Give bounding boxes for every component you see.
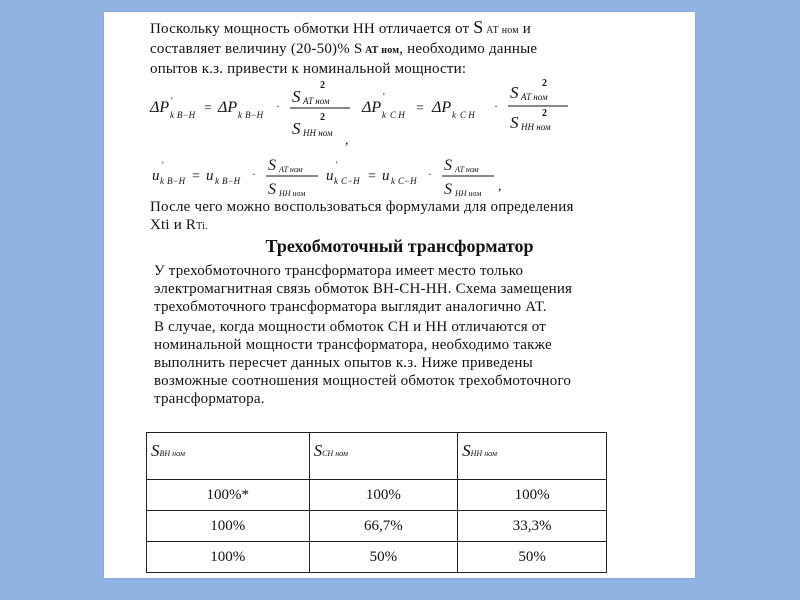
- header-s-sn-symbol: S: [313, 441, 323, 460]
- f1-dp-left: ΔP: [150, 99, 170, 116]
- f2-prime: ': [383, 92, 385, 103]
- s-subscript: АТ ном: [483, 25, 519, 36]
- f3-at-nom: AT ном: [279, 165, 303, 174]
- f4-eq: =: [368, 169, 376, 184]
- f2-s-bottom: S: [510, 113, 519, 132]
- p4-line-5: трансформатора.: [154, 391, 265, 407]
- three-winding-paragraph: [154, 262, 674, 316]
- f3-dot: ·: [252, 167, 256, 181]
- f1-k-right: k: [238, 110, 242, 120]
- table-row: [147, 542, 607, 573]
- header-s-nn-symbol: S: [462, 441, 471, 460]
- f2-dp-left: ΔP: [362, 99, 382, 116]
- f4-s-bottom: S: [444, 181, 452, 196]
- formula-block: [140, 76, 610, 196]
- f1-sq-bottom: 2: [320, 112, 325, 123]
- table-row: [147, 511, 607, 542]
- f3-k-right: k: [215, 176, 219, 186]
- section-heading: Трехобмоточный трансформатор: [265, 236, 534, 256]
- s-symbol-2: S: [353, 41, 363, 57]
- f3-hh-nom: HH ном: [279, 189, 306, 196]
- f4-prime: ': [336, 160, 338, 170]
- followup-line-2-text: Xti и R: [150, 217, 197, 233]
- p3-line-3: трехобмоточного трансформатора выглядит аналогично АТ.: [154, 299, 547, 315]
- f3-s-bottom: S: [268, 181, 276, 196]
- p3-line-2: электромагнитная связь обмоток ВН-СН-НН. Схема замещения: [154, 281, 573, 297]
- f4-at-nom: AT ном: [455, 165, 479, 174]
- f4-k-right: k: [391, 176, 395, 186]
- f3-bh-sub-right: B−H: [222, 176, 241, 186]
- table-cell: 100%: [458, 480, 607, 511]
- f1-eq: =: [204, 101, 212, 116]
- f1-dot: ·: [276, 99, 280, 113]
- intro-line-1: [150, 18, 680, 40]
- f2-eq: =: [416, 101, 424, 116]
- s-symbol: S: [473, 17, 484, 37]
- f2-sq-top: 2: [542, 78, 547, 89]
- f1-sq-top: 2: [320, 80, 325, 91]
- f2-hh-nom: HH ном: [521, 122, 551, 132]
- f1-dp-right: ΔP: [218, 99, 238, 116]
- table-cell: 50%: [309, 542, 458, 573]
- f1-prime: ': [171, 96, 173, 107]
- f3-k: k: [160, 176, 164, 186]
- recalculation-paragraph: [154, 318, 674, 408]
- f4-u-right: u: [382, 168, 390, 184]
- f1-at-nom: AT ном: [303, 96, 330, 106]
- intro-line-3: опытов к.з. привести к номинальной мощности:: [150, 61, 467, 77]
- f2-at-nom: AT ном: [521, 92, 548, 102]
- header-s-vn: [147, 433, 310, 480]
- followup-line-1: После чего можно воспользоваться формулами для определения: [150, 199, 574, 215]
- f3-prime: ': [162, 160, 164, 170]
- f3-u-left: u: [152, 168, 160, 184]
- f1-comma: ,: [345, 133, 349, 148]
- f4-ch-sub-right: C−H: [398, 176, 417, 186]
- f1-hh-nom: HH ном: [303, 128, 333, 138]
- header-s-sn: [309, 433, 458, 480]
- f2-k-right: k: [452, 110, 456, 120]
- table-row: [147, 480, 607, 511]
- f4-k: k: [334, 176, 338, 186]
- f4-ch-sub: C−H: [341, 176, 360, 186]
- intro-line-1-text: Поскольку мощность обмотки НН отличается от: [150, 21, 474, 37]
- f3-bh-sub: B−H: [167, 176, 186, 186]
- f1-bh-sub-right: B−H: [245, 110, 264, 120]
- f3-u-right: u: [206, 168, 214, 184]
- table-cell: 50%: [458, 542, 607, 573]
- table-header-row: [147, 433, 607, 480]
- p3-line-1: У трехобмоточного трансформатора имеет место только: [154, 263, 524, 279]
- p4-line-4: возможные соотношения мощностей обмоток трехобмоточного: [154, 373, 572, 389]
- intro-line-2-end: , необходимо данные: [399, 41, 538, 57]
- f2-k: k: [382, 110, 386, 120]
- f4-comma: ,: [498, 179, 502, 194]
- intro-line-2-text: составляет величину (20-50)%: [150, 41, 354, 57]
- intro-paragraph: [150, 18, 680, 78]
- power-ratio-table: [146, 432, 607, 573]
- rti-subscript: Ti.: [196, 221, 208, 232]
- table-cell: 100%: [309, 480, 458, 511]
- slide: [104, 12, 695, 578]
- formula-dp-bh: [149, 80, 350, 148]
- table-cell: 66,7%: [309, 511, 458, 542]
- f2-dp-right: ΔP: [432, 99, 452, 116]
- f4-s-top: S: [444, 157, 452, 174]
- f1-k: k: [170, 110, 174, 120]
- header-s-nn-sub: НН ном: [470, 449, 497, 458]
- formulas-followup-paragraph: [150, 198, 680, 236]
- formula-dp-ch: [361, 78, 568, 132]
- table-cell: 100%*: [147, 480, 310, 511]
- p4-line-3: выполнить пересчет данных опытов к.з. Ниже приведены: [154, 355, 533, 371]
- intro-line-2: [150, 40, 680, 60]
- header-s-vn-symbol: S: [151, 441, 160, 460]
- table-cell: 100%: [147, 542, 310, 573]
- f2-ch-sub: C H: [390, 110, 405, 120]
- f1-s-bottom: S: [292, 119, 301, 138]
- f1-bh-sub: B−H: [177, 110, 196, 120]
- f2-s-top: S: [510, 83, 519, 102]
- followup-line-2: [150, 216, 680, 236]
- formula-u-bh: [152, 157, 318, 196]
- f4-hh-nom: HH ном: [455, 189, 482, 196]
- table-cell: 100%: [147, 511, 310, 542]
- f4-u-left: u: [326, 168, 334, 184]
- f3-s-top: S: [268, 157, 276, 174]
- p4-line-2: номинальной мощности трансформатора, необходимо также: [154, 337, 552, 353]
- header-s-vn-sub: ВН ном: [159, 449, 185, 458]
- p4-line-1: В случае, когда мощности обмоток СН и НН отличаются от: [154, 319, 547, 335]
- table-cell: 33,3%: [458, 511, 607, 542]
- header-s-nn: [458, 433, 607, 480]
- f2-ch-sub-right: C H: [460, 110, 475, 120]
- s-subscript-2: АТ ном: [362, 45, 400, 56]
- f4-dot: ·: [428, 167, 432, 181]
- f2-sq-bottom: 2: [542, 108, 547, 119]
- intro-line-1-end: и: [518, 21, 531, 37]
- f3-eq: =: [192, 169, 200, 184]
- f2-dot: ·: [494, 99, 498, 113]
- f1-s-top: S: [292, 87, 301, 106]
- formula-u-ch: [326, 157, 502, 196]
- header-s-sn-sub: СН ном: [322, 449, 348, 458]
